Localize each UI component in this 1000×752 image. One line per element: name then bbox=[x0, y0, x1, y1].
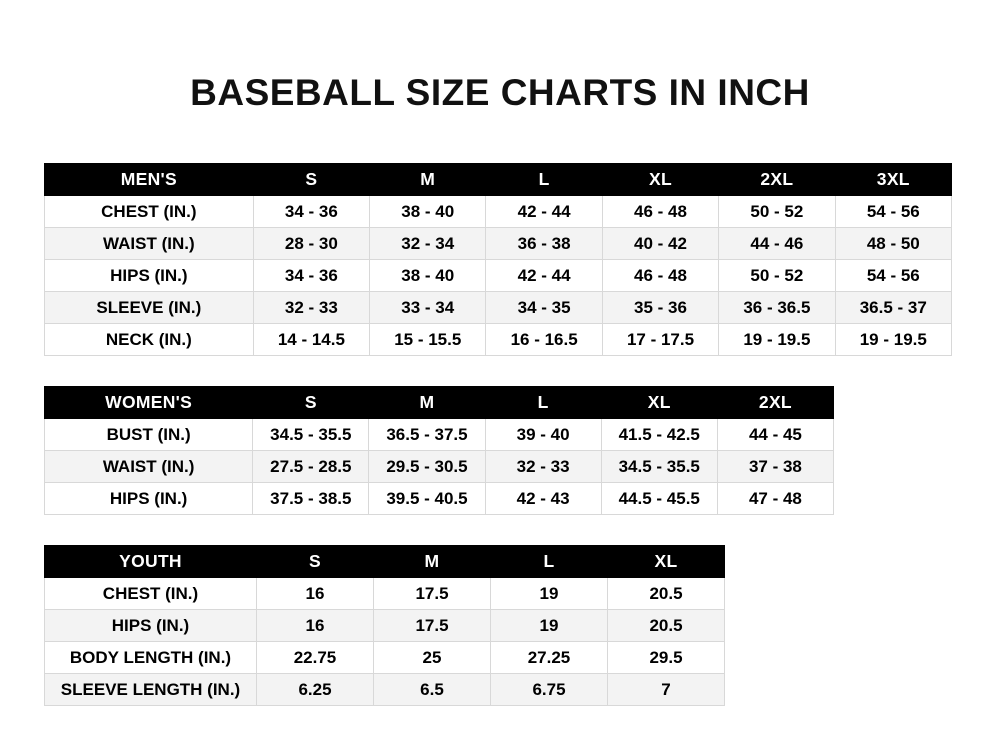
cell-value: 44.5 - 45.5 bbox=[601, 483, 717, 515]
cell-value: 36 - 38 bbox=[486, 228, 602, 260]
cell-value: 41.5 - 42.5 bbox=[601, 419, 717, 451]
mens-header-m: M bbox=[370, 164, 486, 196]
row-label: NECK (IN.) bbox=[45, 324, 254, 356]
cell-value: 42 - 44 bbox=[486, 196, 602, 228]
table-header-row bbox=[45, 387, 834, 419]
cell-value: 7 bbox=[608, 674, 725, 706]
womens-header-category: WOMEN'S bbox=[45, 387, 253, 419]
womens-header-s: S bbox=[253, 387, 369, 419]
table-row bbox=[45, 610, 725, 642]
cell-value: 44 - 45 bbox=[717, 419, 833, 451]
row-label: HIPS (IN.) bbox=[45, 260, 254, 292]
table-row bbox=[45, 196, 952, 228]
row-label: CHEST (IN.) bbox=[45, 578, 257, 610]
cell-value: 6.5 bbox=[374, 674, 491, 706]
cell-value: 34 - 36 bbox=[253, 196, 369, 228]
table-row bbox=[45, 324, 952, 356]
cell-value: 54 - 56 bbox=[835, 196, 951, 228]
cell-value: 17.5 bbox=[374, 610, 491, 642]
table-row bbox=[45, 451, 834, 483]
row-label: SLEEVE (IN.) bbox=[45, 292, 254, 324]
womens-header-2xl: 2XL bbox=[717, 387, 833, 419]
cell-value: 19 - 19.5 bbox=[719, 324, 835, 356]
cell-value: 37 - 38 bbox=[717, 451, 833, 483]
mens-header-2xl: 2XL bbox=[719, 164, 835, 196]
mens-header-xl: XL bbox=[602, 164, 718, 196]
youth-header-l: L bbox=[491, 546, 608, 578]
page-title: BASEBALL SIZE CHARTS IN INCH bbox=[190, 72, 810, 113]
cell-value: 29.5 bbox=[608, 642, 725, 674]
table-row bbox=[45, 260, 952, 292]
cell-value: 32 - 33 bbox=[253, 292, 369, 324]
table-header-row bbox=[45, 164, 952, 196]
row-label: WAIST (IN.) bbox=[45, 228, 254, 260]
womens-header-l: L bbox=[485, 387, 601, 419]
table-header-row bbox=[45, 546, 725, 578]
cell-value: 19 bbox=[491, 578, 608, 610]
cell-value: 32 - 34 bbox=[370, 228, 486, 260]
cell-value: 44 - 46 bbox=[719, 228, 835, 260]
table-row bbox=[45, 292, 952, 324]
cell-value: 50 - 52 bbox=[719, 196, 835, 228]
cell-value: 36.5 - 37 bbox=[835, 292, 951, 324]
cell-value: 46 - 48 bbox=[602, 260, 718, 292]
cell-value: 46 - 48 bbox=[602, 196, 718, 228]
table-row bbox=[45, 578, 725, 610]
youth-size-table bbox=[44, 545, 725, 706]
row-label: WAIST (IN.) bbox=[45, 451, 253, 483]
row-label: HIPS (IN.) bbox=[45, 610, 257, 642]
row-label: BUST (IN.) bbox=[45, 419, 253, 451]
cell-value: 50 - 52 bbox=[719, 260, 835, 292]
cell-value: 19 - 19.5 bbox=[835, 324, 951, 356]
table-spacer bbox=[44, 356, 956, 386]
cell-value: 16 bbox=[257, 578, 374, 610]
cell-value: 15 - 15.5 bbox=[370, 324, 486, 356]
cell-value: 34.5 - 35.5 bbox=[601, 451, 717, 483]
mens-header-category: MEN'S bbox=[45, 164, 254, 196]
table-spacer bbox=[44, 515, 956, 545]
row-label: BODY LENGTH (IN.) bbox=[45, 642, 257, 674]
youth-header-m: M bbox=[374, 546, 491, 578]
cell-value: 17 - 17.5 bbox=[602, 324, 718, 356]
cell-value: 36 - 36.5 bbox=[719, 292, 835, 324]
youth-header-xl: XL bbox=[608, 546, 725, 578]
table-row bbox=[45, 483, 834, 515]
mens-header-l: L bbox=[486, 164, 602, 196]
cell-value: 14 - 14.5 bbox=[253, 324, 369, 356]
cell-value: 34 - 35 bbox=[486, 292, 602, 324]
cell-value: 38 - 40 bbox=[370, 260, 486, 292]
cell-value: 29.5 - 30.5 bbox=[369, 451, 485, 483]
table-row bbox=[45, 642, 725, 674]
womens-size-table bbox=[44, 386, 834, 515]
cell-value: 42 - 44 bbox=[486, 260, 602, 292]
cell-value: 16 bbox=[257, 610, 374, 642]
cell-value: 33 - 34 bbox=[370, 292, 486, 324]
cell-value: 34 - 36 bbox=[253, 260, 369, 292]
cell-value: 27.25 bbox=[491, 642, 608, 674]
cell-value: 22.75 bbox=[257, 642, 374, 674]
row-label: SLEEVE LENGTH (IN.) bbox=[45, 674, 257, 706]
womens-header-m: M bbox=[369, 387, 485, 419]
mens-header-3xl: 3XL bbox=[835, 164, 951, 196]
row-label: HIPS (IN.) bbox=[45, 483, 253, 515]
row-label: CHEST (IN.) bbox=[45, 196, 254, 228]
cell-value: 36.5 - 37.5 bbox=[369, 419, 485, 451]
cell-value: 20.5 bbox=[608, 578, 725, 610]
youth-header-category: YOUTH bbox=[45, 546, 257, 578]
cell-value: 28 - 30 bbox=[253, 228, 369, 260]
cell-value: 40 - 42 bbox=[602, 228, 718, 260]
cell-value: 17.5 bbox=[374, 578, 491, 610]
cell-value: 35 - 36 bbox=[602, 292, 718, 324]
cell-value: 19 bbox=[491, 610, 608, 642]
cell-value: 25 bbox=[374, 642, 491, 674]
cell-value: 16 - 16.5 bbox=[486, 324, 602, 356]
cell-value: 20.5 bbox=[608, 610, 725, 642]
mens-size-table bbox=[44, 163, 952, 356]
cell-value: 6.75 bbox=[491, 674, 608, 706]
womens-header-xl: XL bbox=[601, 387, 717, 419]
table-row bbox=[45, 674, 725, 706]
cell-value: 54 - 56 bbox=[835, 260, 951, 292]
cell-value: 42 - 43 bbox=[485, 483, 601, 515]
cell-value: 39.5 - 40.5 bbox=[369, 483, 485, 515]
cell-value: 32 - 33 bbox=[485, 451, 601, 483]
table-row bbox=[45, 419, 834, 451]
cell-value: 48 - 50 bbox=[835, 228, 951, 260]
cell-value: 37.5 - 38.5 bbox=[253, 483, 369, 515]
cell-value: 38 - 40 bbox=[370, 196, 486, 228]
mens-header-s: S bbox=[253, 164, 369, 196]
cell-value: 47 - 48 bbox=[717, 483, 833, 515]
youth-header-s: S bbox=[257, 546, 374, 578]
cell-value: 6.25 bbox=[257, 674, 374, 706]
cell-value: 34.5 - 35.5 bbox=[253, 419, 369, 451]
size-tables-container bbox=[0, 163, 1000, 706]
table-row bbox=[45, 228, 952, 260]
cell-value: 27.5 - 28.5 bbox=[253, 451, 369, 483]
cell-value: 39 - 40 bbox=[485, 419, 601, 451]
